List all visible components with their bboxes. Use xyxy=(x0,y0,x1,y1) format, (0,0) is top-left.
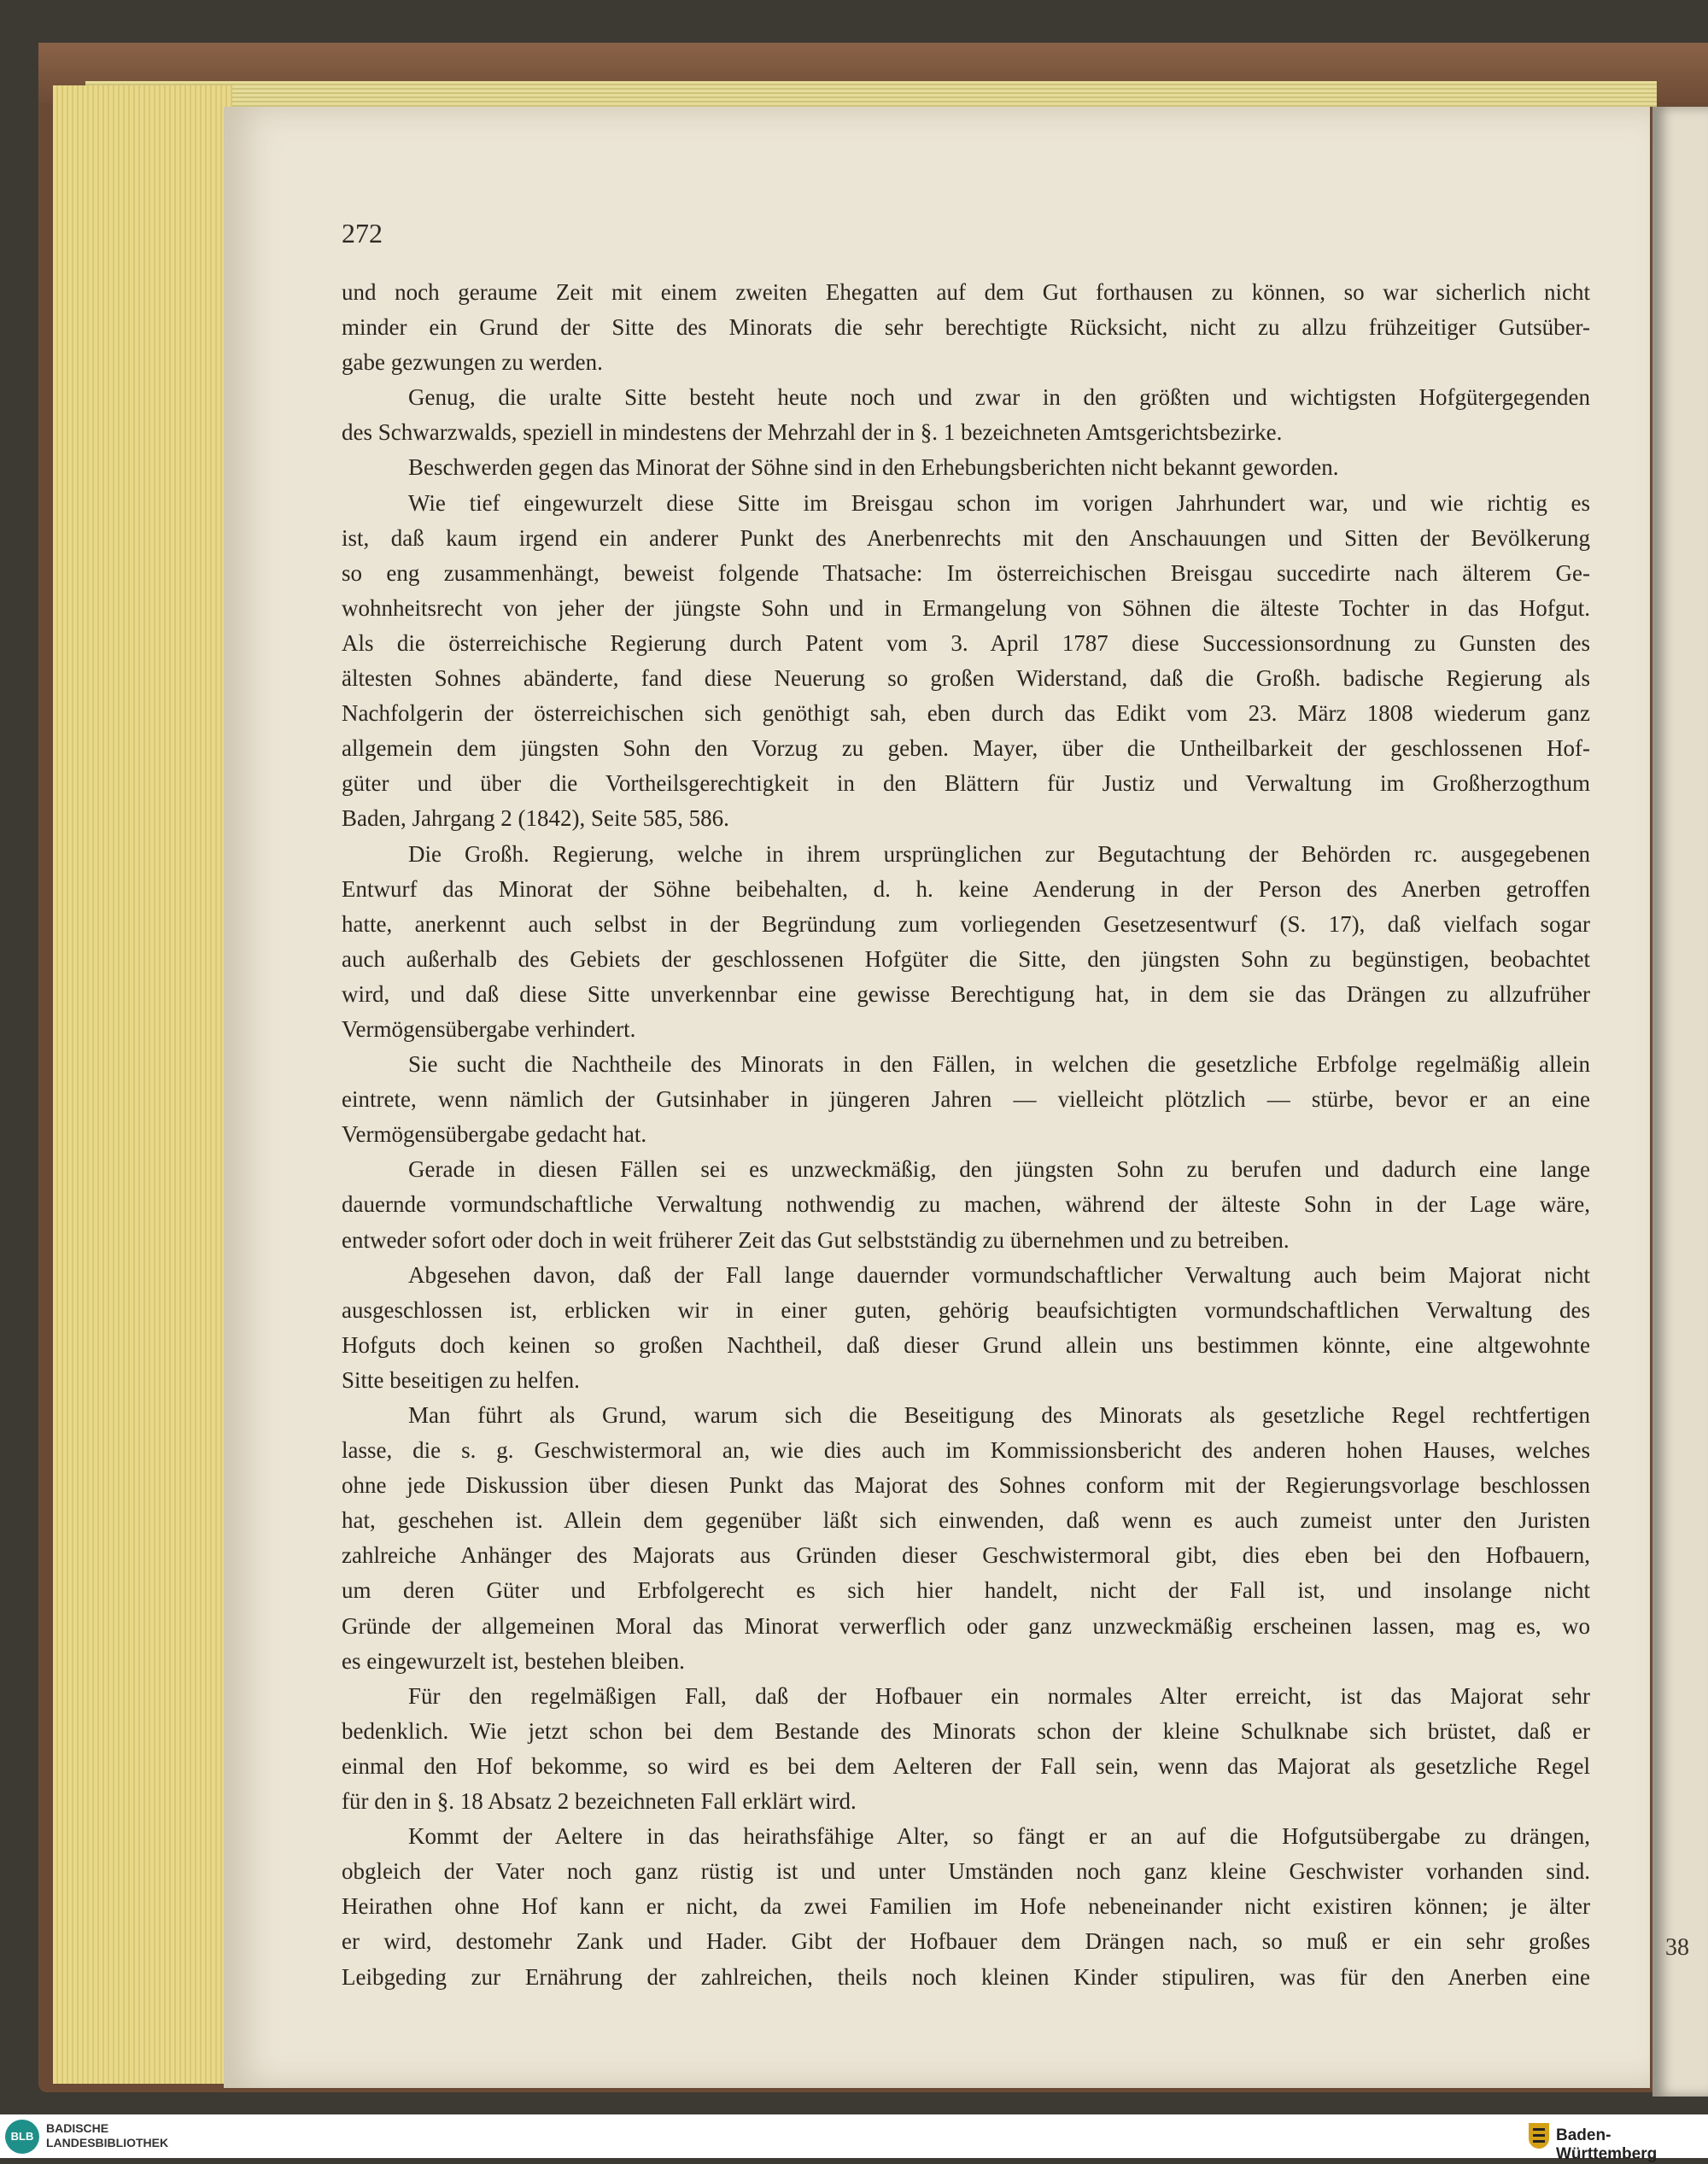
text-line: Entwurf das Minorat der Söhne beibehalten, d. h. keine Aenderung in der Person des Anerben getroffen xyxy=(342,875,1590,902)
text-line: es eingewurzelt ist, bestehen bleiben. xyxy=(342,1647,685,1674)
text-line: Für den regelmäßigen Fall, daß der Hofbauer ein normales Alter erreicht, ist das Majorat sehr xyxy=(408,1682,1590,1709)
text-line: bedenklich. Wie jetzt schon bei dem Bestande des Minorats schon der kleine Schulknabe sich brüstet, daß er xyxy=(342,1717,1590,1744)
text-line: so eng zusammenhängt, beweist folgende Thatsache: Im österreichischen Breisgau succedirte nach älterem Ge- xyxy=(342,559,1590,586)
text-line: des Schwarzwalds, speziell in mindestens der Mehrzahl der in §. 1 bezeichneten Amtsgerichtsbezirke. xyxy=(342,419,1283,446)
text-line: zahlreiche Anhänger des Majorats aus Gründen dieser Geschwistermoral gibt, dies eben bei den Hofbauern, xyxy=(342,1542,1590,1569)
library-name-line1: BADISCHE xyxy=(46,2121,109,2135)
text-line: auch außerhalb des Gebiets der geschlossenen Hofgüter die Sitte, den jüngsten Sohn zu begünstigen, beobachtet xyxy=(342,945,1590,972)
page-number: 272 xyxy=(342,218,383,249)
text-line: und noch geraume Zeit mit einem zweiten Ehegatten auf dem Gut forthausen zu können, so war sicherlich nicht xyxy=(342,279,1590,305)
text-line: ausgeschlossen ist, erblicken wir in einer guten, gehörig beaufsichtigten vormundschaftlichen Verwaltung des xyxy=(342,1296,1590,1323)
coat-of-arms-icon xyxy=(1529,2123,1549,2149)
text-line: hatte, anerkennt auch selbst in der Begründung zum vorliegenden Gesetzesentwurf (S. 17), daß vielfach sogar xyxy=(342,910,1590,937)
text-line: Man führt als Grund, warum sich die Beseitigung des Minorats als gesetzliche Regel rechtfertigen xyxy=(408,1402,1590,1428)
page-edges-top xyxy=(85,81,1657,107)
text-line: wird, und daß diese Sitte unverkennbar eine gewisse Berechtigung hat, in dem sie das Drängen zu allzufrüher xyxy=(342,980,1590,1007)
text-line: Beschwerden gegen das Minorat der Söhne sind in den Erhebungsberichten nicht bekannt geworden. xyxy=(408,454,1339,481)
text-line: Sitte beseitigen zu helfen. xyxy=(342,1366,580,1393)
text-line: Die Großh. Regierung, welche in ihrem ursprünglichen zur Begutachtung der Behörden rc. ausgegebenen xyxy=(408,840,1590,867)
text-line: Wie tief eingewurzelt diese Sitte im Breisgau schon im vorigen Jahrhundert war, und wie richtig es xyxy=(408,489,1590,516)
text-line: minder ein Grund der Sitte des Minorats die sehr berechtigte Rücksicht, nicht zu allzu frühzeitiger Gutsüber- xyxy=(342,314,1590,341)
text-line: dauernde vormundschaftliche Verwaltung nothwendig zu machen, während der älteste Sohn in der Lage wäre, xyxy=(342,1191,1590,1218)
text-line: er wird, destomehr Zank und Hader. Gibt der Hofbauer dem Drängen nach, so muß er ein sehr großes xyxy=(342,1928,1590,1955)
text-line: Kommt der Aeltere in das heirathsfähige Alter, so fängt er an auf die Hofgutsübergabe zu drängen, xyxy=(408,1823,1590,1850)
text-line: gabe gezwungen zu werden. xyxy=(342,349,603,376)
text-line: Als die österreichische Regierung durch Patent vom 3. April 1787 diese Successionsordnung zu Gunsten des xyxy=(342,629,1590,656)
text-line: Gründe der allgemeinen Moral das Minorat verwerflich oder ganz unzweckmäßig erscheinen lassen, mag es, wo xyxy=(342,1612,1590,1639)
text-line: Genug, die uralte Sitte besteht heute noch und zwar in den größten und wichtigsten Hofgütergegenden xyxy=(408,384,1590,411)
text-line: entweder sofort oder doch in weit früherer Zeit das Gut selbstständig zu übernehmen und zu betreiben. xyxy=(342,1226,1290,1253)
text-line: Baden, Jahrgang 2 (1842), Seite 585, 586. xyxy=(342,805,729,832)
text-line: allgemein dem jüngsten Sohn den Vorzug zu geben. Mayer, über die Untheilbarkeit der geschlossenen Hof- xyxy=(342,735,1590,762)
text-line: um deren Güter und Erbfolgerecht es sich hier handelt, nicht der Fall ist, und insolange nicht xyxy=(342,1577,1590,1604)
facing-page-edge xyxy=(1652,107,1708,2097)
blb-logo-icon[interactable]: BLB xyxy=(5,2120,39,2154)
page-text xyxy=(342,275,1590,1995)
text-line: einmal den Hof bekomme, so wird es bei dem Aelteren der Fall sein, wenn das Majorat als gesetzliche Regel xyxy=(342,1752,1590,1779)
state-name[interactable]: Baden-Württemberg xyxy=(1556,2126,1658,2163)
text-line: lasse, die s. g. Geschwistermoral an, wie dies auch im Kommissionsbericht des anderen hohen Hauses, welches xyxy=(342,1437,1590,1464)
text-line: Leibgeding zur Ernährung der zahlreichen, theils noch kleinen Kinder stipuliren, was für den Anerben eine xyxy=(342,1963,1590,1990)
text-line: Heirathen ohne Hof kann er nicht, da zwei Familien im Hofe nebeneinander nicht existiren können; je älter xyxy=(342,1893,1590,1920)
text-line: güter und über die Vortheilsgerechtigkeit in den Blättern für Justiz und Verwaltung im Großherzogthum xyxy=(342,770,1590,797)
text-line: ältesten Sohnes abänderte, fand diese Neuerung so großen Widerstand, daß die Großh. badische Regierung als xyxy=(342,665,1590,692)
text-line: hat, geschehen ist. Allein dem gegenüber läßt sich einwenden, daß wenn es auch zumeist unter den Juristen xyxy=(342,1507,1590,1534)
text-line: obgleich der Vater noch ganz rüstig ist und unter Umständen noch ganz kleine Geschwister vorhanden sind. xyxy=(342,1858,1590,1885)
text-line: ohne jede Diskussion über diesen Punkt das Majorat des Sohnes conform mit der Regierungsvorlage beschlossen xyxy=(342,1472,1590,1499)
page-edges-left xyxy=(53,85,232,2084)
footer-bar xyxy=(0,2114,1708,2163)
text-line: Vermögensübergabe gedacht hat. xyxy=(342,1121,647,1148)
facing-page-number: 38 xyxy=(1665,1934,1689,1961)
text-line: Vermögensübergabe verhindert. xyxy=(342,1015,636,1042)
text-line: Nachfolgerin der österreichischen sich genöthigt sah, eben durch das Edikt vom 23. März 1808 wiederum ganz xyxy=(342,700,1590,727)
text-line: für den in §. 18 Absatz 2 bezeichneten Fall erklärt wird. xyxy=(342,1788,857,1815)
text-line: Gerade in diesen Fällen sei es unzweckmäßig, den jüngsten Sohn zu berufen und dadurch eine lange xyxy=(408,1156,1590,1183)
text-line: Sie sucht die Nachtheile des Minorats in den Fällen, in welchen die gesetzliche Erbfolge regelmäßig allein xyxy=(408,1051,1590,1078)
text-line: eintrete, wenn nämlich der Gutsinhaber in jüngeren Jahren — vielleicht plötzlich — stürbe, bevor er an eine xyxy=(342,1086,1590,1113)
text-line: Abgesehen davon, daß der Fall lange dauernder vormundschaftlicher Verwaltung auch beim Majorat nicht xyxy=(408,1261,1590,1288)
text-line: ist, daß kaum irgend ein anderer Punkt des Anerbenrechts mit den Anschauungen und Sitten der Bevölkerung xyxy=(342,524,1590,551)
text-line: Hofguts doch keinen so großen Nachtheil, daß dieser Grund allein uns bestimmen könnte, eine altgewohnte xyxy=(342,1331,1590,1358)
text-line: wohnheitsrecht von jeher der jüngste Sohn und in Ermangelung von Söhnen die älteste Tochter in das Hofgut. xyxy=(342,594,1590,621)
library-name[interactable] xyxy=(46,2121,168,2150)
library-name-line2: LANDESBIBLIOTHEK xyxy=(46,2136,169,2149)
